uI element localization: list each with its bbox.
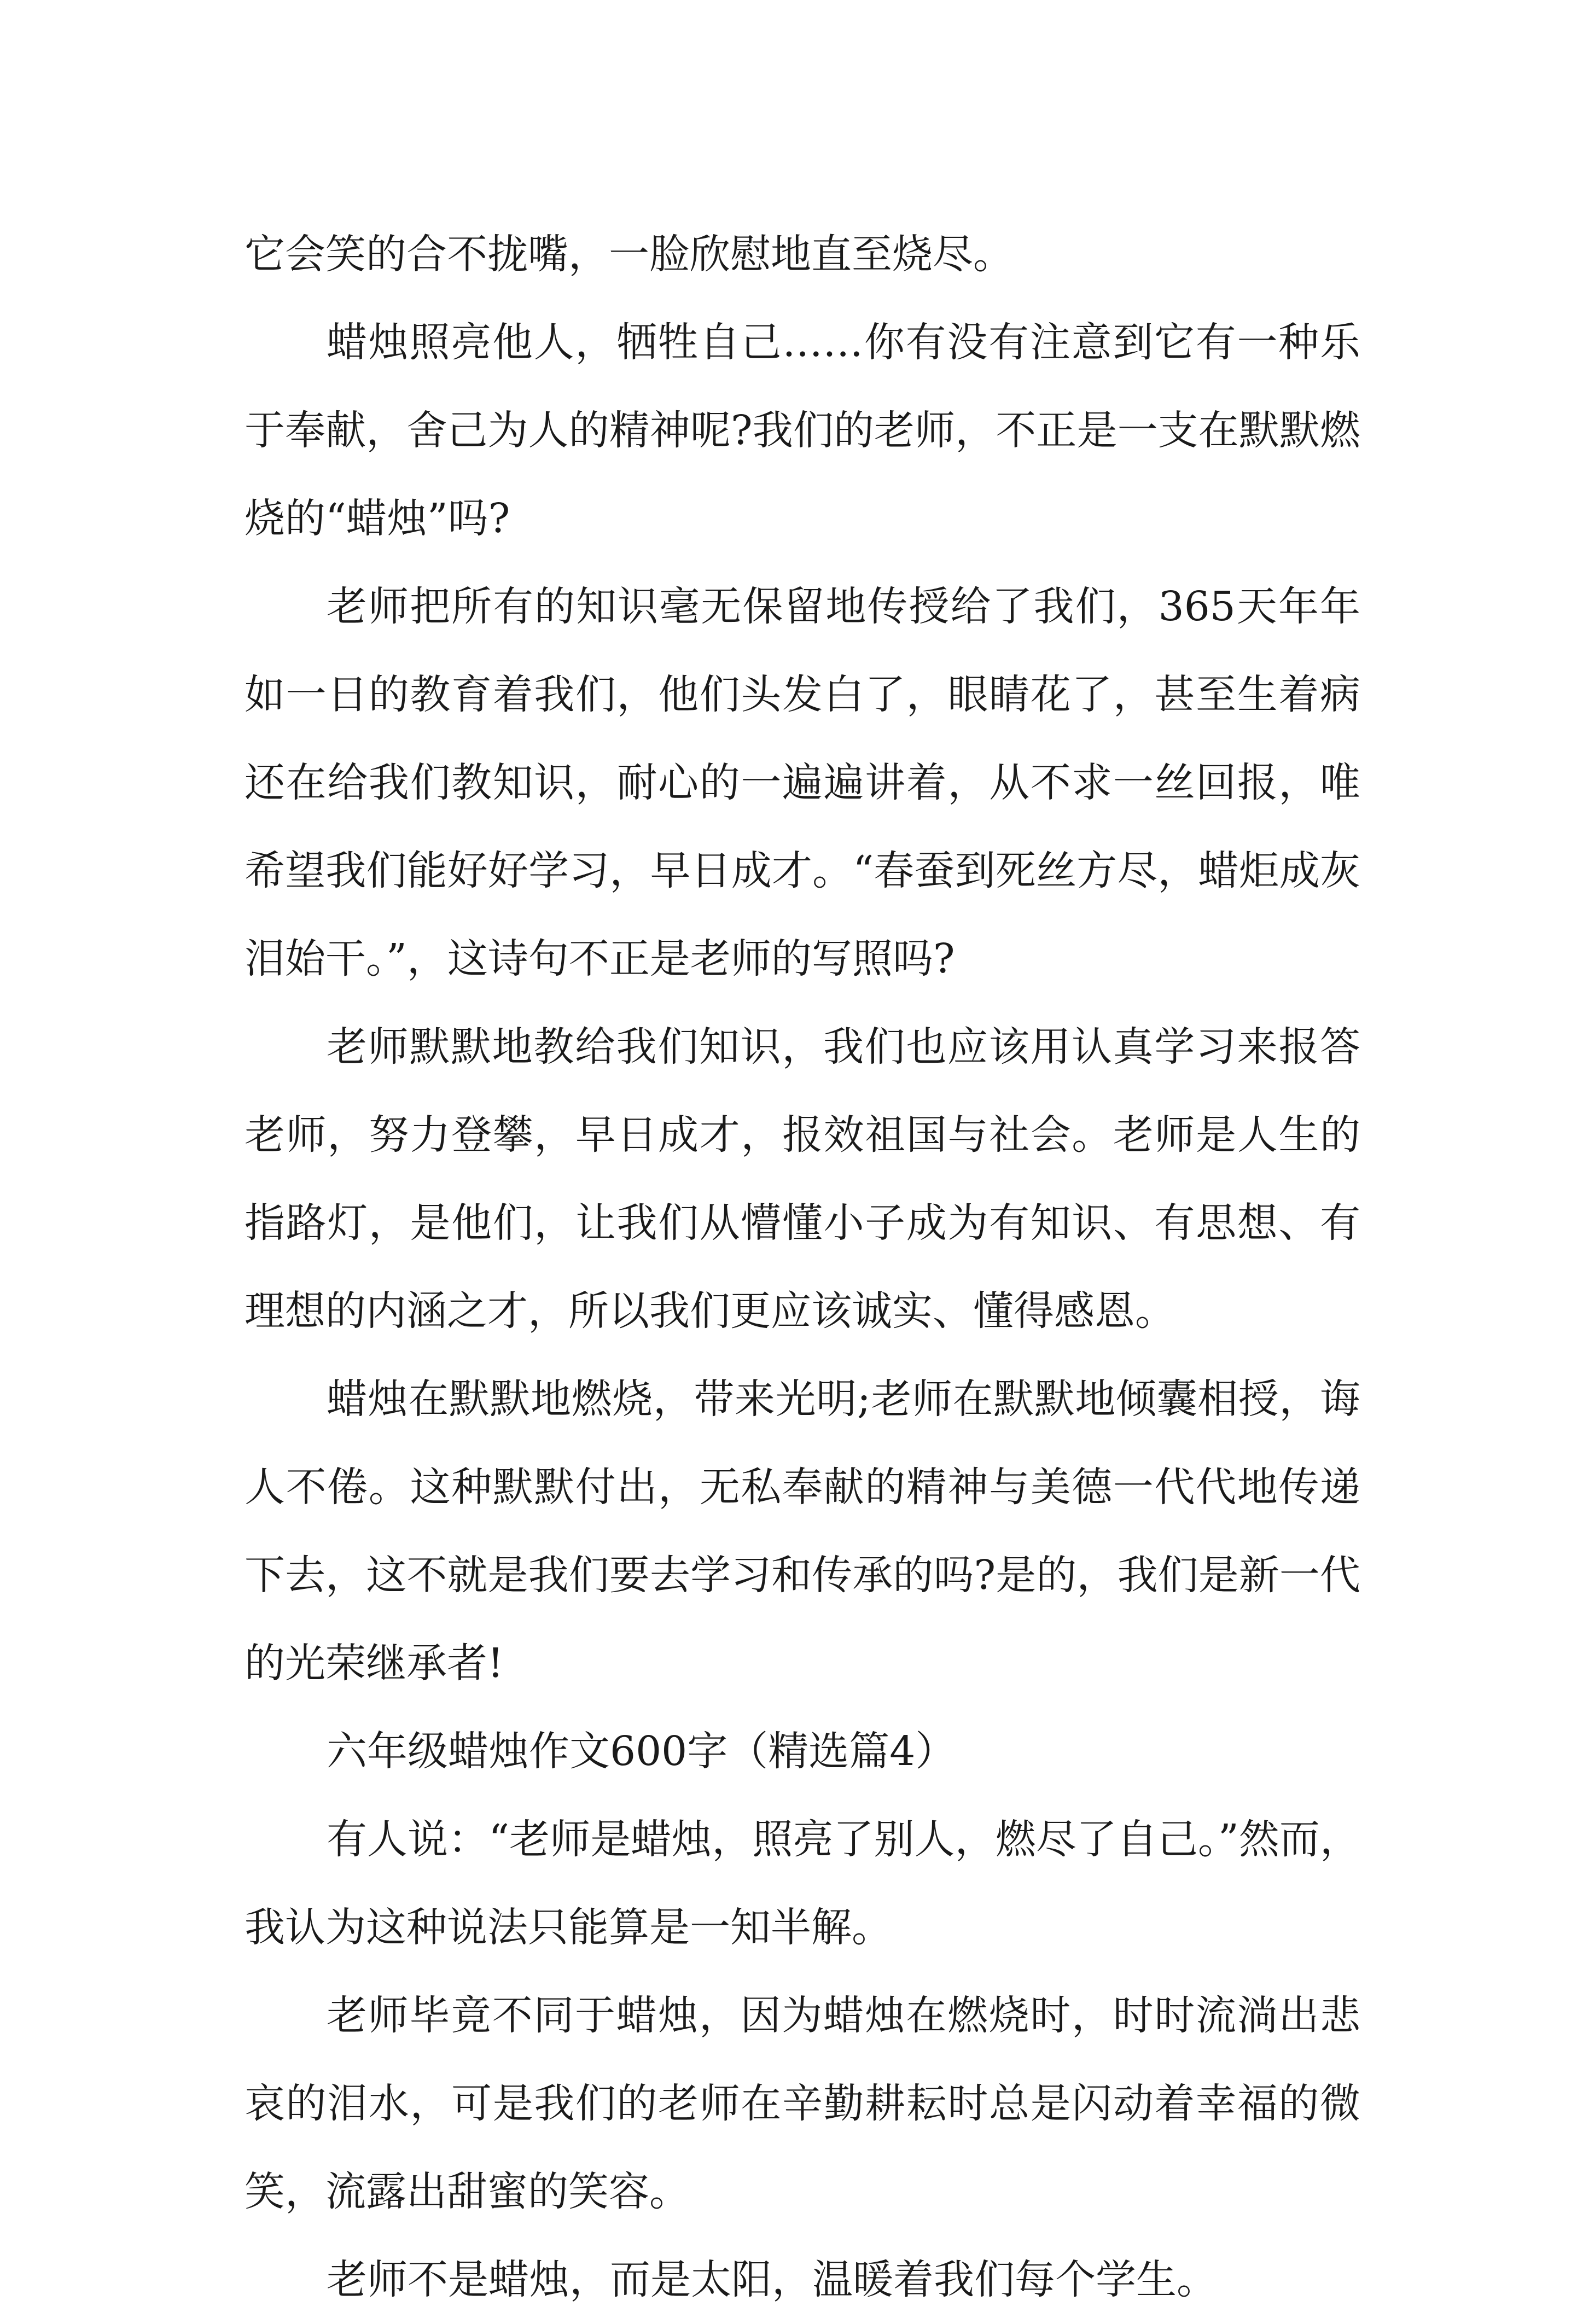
section-heading: 六年级蜡烛作文600字（精选篇4） [327, 1728, 956, 1775]
paragraph: 有人说：“老师是蜡烛，照亮了别人，燃尽了自己。”然而，我认为这种说法只能算是一知半解。 [245, 1816, 1360, 1951]
paragraph: 蜡烛在默默地燃烧，带来光明;老师在默默地倾囊相授，诲人不倦。这种默默付出，无私奉献的精神与美德一代代地传递下去，这不就是我们要去学习和传承的吗?是的，我们是新一代的光荣继承者! [245, 1376, 1360, 1687]
paragraph: 老师毕竟不同于蜡烛，因为蜡烛在燃烧时，时时流淌出悲哀的泪水，可是我们的老师在辛勤耕耘时总是闪动着幸福的微笑，流露出甜蜜的笑容。 [245, 1992, 1360, 2215]
paragraph: 老师默默地教给我们知识，我们也应该用认真学习来报答老师，努力登攀，早日成才，报效祖国与社会。老师是人生的指路灯，是他们，让我们从懵懂小子成为有知识、有思想、有理想的内涵之才，所以我们更应该诚实、懂得感恩。 [245, 1023, 1360, 1335]
essay-body [245, 211, 1360, 2324]
paragraph: 老师把所有的知识毫无保留地传授给了我们，365天年年如一日的教育着我们，他们头发白了，眼睛花了，甚至生着病还在给我们教知识，耐心的一遍遍讲着，从不求一丝回报，唯希望我们能好好学习，早日成才。“春蚕到死丝方尽，蜡炬成灰泪始干。”，这诗句不正是老师的写照吗? [245, 583, 1360, 982]
paragraph: 老师不是蜡烛，而是太阳，温暖着我们每个学生。 [327, 2256, 1217, 2303]
paragraph: 蜡烛照亮他人，牺牲自己……你有没有注意到它有一种乐于奉献，舍己为人的精神呢?我们的老师，不正是一支在默默燃烧的“蜡烛”吗? [245, 319, 1360, 542]
paragraph-continuation: 它会笑的合不拢嘴，一脸欣慰地直至烧尽。 [245, 231, 1014, 278]
